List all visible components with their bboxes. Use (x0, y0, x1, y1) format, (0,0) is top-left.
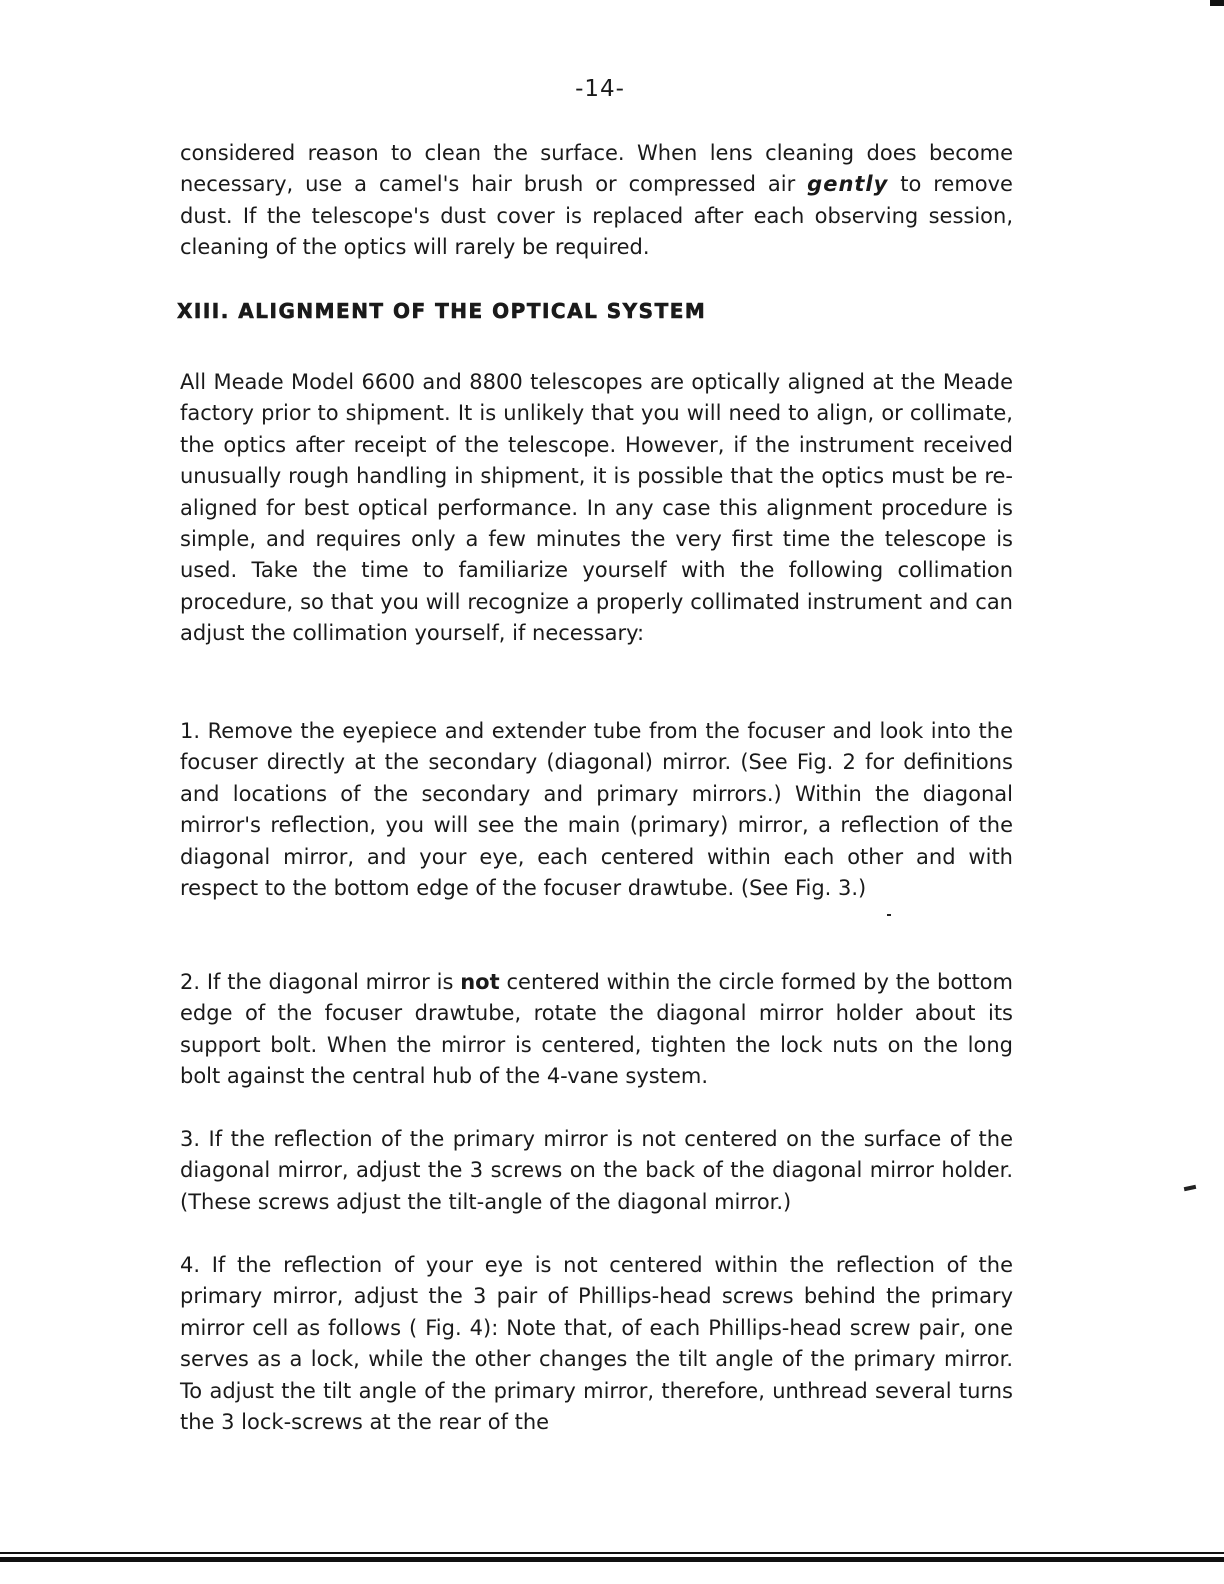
step-3-paragraph: 3. If the reflection of the primary mirror is not centered on the surface of the diagonal mirror, adjust the 3 screws on the back of the diagonal mirror holder. (These screws adjust the tilt-angle of the diagonal mirror.) (180, 1127, 1013, 1214)
step-2-text-start: 2. If the diagonal mirror is (180, 970, 461, 994)
intro-text-start: considered reason to clean the surface. When lens cleaning does become necessary, use a camel's hair brush or compressed air (180, 141, 1013, 197)
bottom-rule-thick (0, 1557, 1224, 1562)
step-1-paragraph: 1. Remove the eyepiece and extender tube from the focuser and look into the focuser directly at the secondary (diagonal) mirror. (See Fig. 2 for definitions and locations of the secondary and primary mirrors.) Within the diagonal mirror's reflection, you will see the main (primary) mirror, a reflection of the diagonal mirror, and your eye, each centered within each other and with respect to the bottom edge of the focuser drawtube. (See Fig. 3.) (180, 719, 1013, 901)
scan-speck (1184, 1185, 1197, 1191)
section-heading: XIII. ALIGNMENT OF THE OPTICAL SYSTEM (177, 299, 707, 323)
step-2-text-end: centered within the circle formed by the bottom edge of the focuser drawtube, rotate the diagonal mirror holder about its support bolt. When the mirror is centered, tighten the lock nuts on the long bolt against the central hub of the 4-vane system. (180, 970, 1013, 1089)
section-intro-paragraph: All Meade Model 6600 and 8800 telescopes are optically aligned at the Meade factory prior to shipment. It is unlikely that you will need to align, or collimate, the optics after receipt of the telescope. However, if the instrument received unusually rough handling in shipment, it is possible that the optics must be re-aligned for best optical performance. In any case this alignment procedure is simple, and requires only a few minutes the very first time the telescope is used. Take the time to familiarize yourself with the following collimation procedure, so that you will recognize a properly collimated instrument and can adjust the collimation yourself, if necessary: (180, 370, 1013, 646)
bottom-rule-thin (0, 1552, 1224, 1554)
step-2-paragraph (180, 967, 1013, 1093)
scan-speck (887, 914, 891, 916)
page-number: -14- (575, 76, 625, 102)
step-2-emphasis: not (460, 970, 500, 994)
intro-paragraph (180, 138, 1013, 264)
step-4-paragraph: 4. If the reflection of your eye is not centered within the reflection of the primary mirror, adjust the 3 pair of Phillips-head screws behind the primary mirror cell as follows ( Fig. 4): Note that, of each Phillips-head screw pair, one serves as a lock, while the other changes the tilt angle of the primary mirror. To adjust the tilt angle of the primary mirror, therefore, unthread several turns the 3 lock-screws at the rear of the (180, 1253, 1013, 1435)
intro-text-end: to remove dust. If the telescope's dust cover is replaced after each observing session, cleaning of the optics will rarely be required. (180, 172, 1013, 260)
intro-emphasis: gently (807, 172, 889, 197)
scan-corner-mark (1210, 0, 1224, 6)
